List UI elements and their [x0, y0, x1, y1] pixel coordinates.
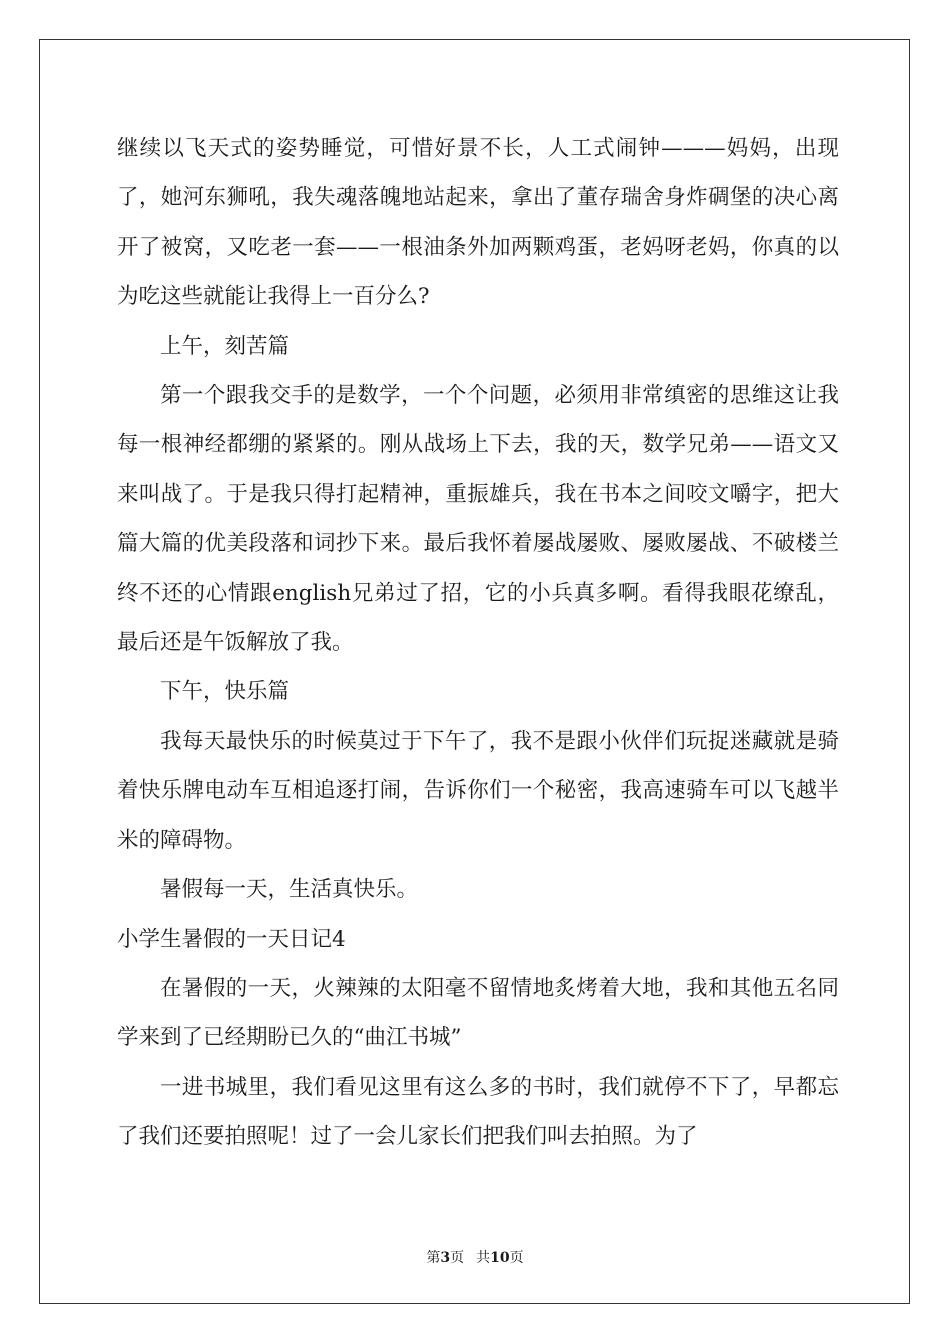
section-heading-morning: 上午，刻苦篇 — [160, 333, 290, 359]
diary-title: 小学生暑假的一天日记4 — [117, 926, 346, 952]
paragraph-6: 暑假每一天，生活真快乐。 — [160, 877, 419, 903]
document-body — [117, 124, 839, 1162]
section-heading-afternoon: 下午，快乐篇 — [160, 679, 290, 705]
page-number-label: 第3页 — [426, 1250, 465, 1266]
page-footer — [0, 1247, 950, 1267]
paragraph-3: 第一个跟我交手的是数学，一个个问题，必须用非常缜密的思维这让我每一根神经都绷的紧紧的。刚从战场上下去，我的天，数学兄弟——语文又来叫战了。于是我只得打起精神，重振雄兵，我在书本之间咬文嚼字，把大篇大篇的优美段落和词抄下来。最后我怀着屡战屡败、屡败屡战、不破楼兰终不还的心情跟english兄弟过了招，它的小兵真多啊。看得我眼花缭乱，最后还是午饭解放了我。 — [117, 383, 839, 656]
paragraph-5: 我每天最快乐的时候莫过于下午了，我不是跟小伙伴们玩捉迷藏就是骑着快乐牌电动车互相追逐打闹，告诉你们一个秘密，我高速骑车可以飞越半米的障碍物。 — [117, 728, 839, 853]
paragraph-9: 一进书城里，我们看见这里有这么多的书时，我们就停不下了，早都忘了我们还要拍照呢！过了一会儿家长们把我们叫去拍照。为了 — [117, 1074, 839, 1150]
total-pages-label: 共10页 — [476, 1250, 524, 1266]
total-pages: 10 — [490, 1250, 510, 1266]
paragraph-8: 在暑假的一天，火辣辣的太阳毫不留情地炙烤着大地，我和其他五名同学来到了已经期盼已久的“曲江书城” — [117, 975, 839, 1051]
current-page: 3 — [440, 1250, 451, 1266]
paragraph-1: 继续以飞天式的姿势睡觉，可惜好景不长，人工式闹钟———妈妈，出现了，她河东狮吼，我失魂落魄地站起来，拿出了董存瑞舍身炸碉堡的决心离开了被窝，又吃老一套——一根油条外加两颗鸡蛋，老妈呀老妈，你真的以为吃这些就能让我得上一百分么? — [117, 136, 839, 310]
